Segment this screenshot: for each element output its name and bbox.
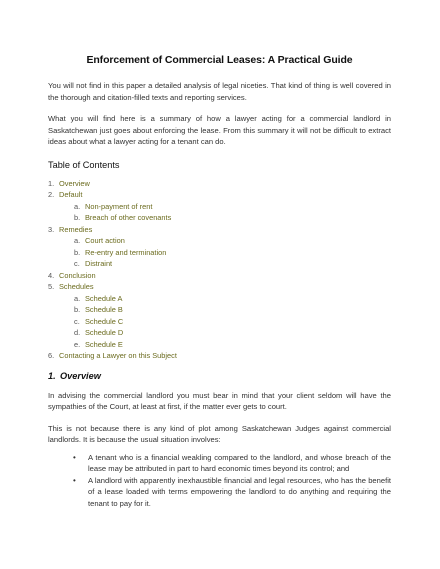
- toc-item-contacting-lawyer[interactable]: 6. Contacting a Lawyer on this Subject: [48, 351, 177, 360]
- toc-subitem[interactable]: a. Schedule A: [74, 293, 123, 303]
- toc-subitem[interactable]: b. Schedule B: [74, 305, 123, 314]
- toc-link[interactable]: Schedule D: [85, 328, 124, 337]
- intro-paragraph-2: What you will find here is a summary of how a lawyer acting for a commercial landlord in Saskatchewan just goes about enforcing the lease. From this summary it will not be difficult to extract ideas about what a lawyer acting for a tenant can do.: [48, 114, 391, 146]
- overview-paragraph-2: This is not because there is any kind of plot among Saskatchewan Judges against commercial landlords. It is because the usual situation involves:: [48, 423, 391, 444]
- toc-link[interactable]: Schedule C: [85, 316, 124, 326]
- toc-item-remedies[interactable]: 3. Remedies: [48, 224, 93, 234]
- toc-link[interactable]: Overview: [59, 178, 90, 188]
- toc-item-schedules[interactable]: 5. Schedules: [48, 282, 94, 291]
- bullet-icon: •: [73, 452, 76, 462]
- document-title: Enforcement of Commercial Leases: A Practical Guide: [86, 54, 353, 66]
- toc-subitem[interactable]: d. Schedule D: [74, 328, 124, 337]
- list-item: • A landlord with apparently inexhaustible financial and legal resources, who has the benefit of a lease loaded with terms empowering the landlord to do anything and requiring the tenant to pay for it.: [73, 475, 391, 508]
- bullet-icon: •: [73, 475, 76, 485]
- toc-subitem[interactable]: b. Re-entry and termination: [74, 247, 167, 257]
- toc-link[interactable]: Court action: [85, 236, 125, 245]
- toc-link[interactable]: Schedule B: [85, 305, 123, 314]
- toc-subitem[interactable]: a. Court action: [74, 236, 125, 245]
- toc-subitem[interactable]: a. Non-payment of rent: [74, 201, 153, 211]
- toc-link[interactable]: Default: [59, 190, 83, 199]
- toc-link[interactable]: Contacting a Lawyer on this Subject: [59, 351, 177, 360]
- toc-link[interactable]: Conclusion: [59, 270, 96, 280]
- section-heading-overview: 1. Overview: [48, 370, 101, 381]
- toc-subitem[interactable]: b. Breach of other covenants: [74, 213, 172, 222]
- toc-link[interactable]: Breach of other covenants: [85, 213, 172, 222]
- toc-item-overview[interactable]: 1. Overview: [48, 178, 90, 188]
- overview-bullet-list: [48, 452, 391, 510]
- toc-subitem[interactable]: c. Distraint: [74, 259, 113, 268]
- table-of-contents: [48, 178, 391, 362]
- toc-link[interactable]: Schedules: [59, 282, 94, 291]
- toc-subitem[interactable]: e. Schedule E: [74, 339, 123, 349]
- overview-paragraph-1: In advising the commercial landlord you must bear in mind that your client seldom will have the sympathies of the Court, at least at first, if the matter ever gets to court.: [48, 390, 391, 411]
- toc-heading: Table of Contents: [48, 159, 120, 170]
- toc-link[interactable]: Re-entry and termination: [85, 247, 167, 257]
- toc-subitem[interactable]: c. Schedule C: [74, 316, 124, 326]
- intro-paragraph-1: You will not find in this paper a detailed analysis of legal niceties. That kind of thing is well covered in the thorough and citation-filled texts and reporting services.: [48, 81, 391, 102]
- toc-link[interactable]: Remedies: [59, 224, 93, 234]
- toc-link[interactable]: Distraint: [85, 259, 113, 268]
- toc-item-default[interactable]: 2. Default: [48, 190, 83, 199]
- toc-item-conclusion[interactable]: 4. Conclusion: [48, 270, 96, 280]
- toc-link[interactable]: Schedule A: [85, 293, 123, 303]
- toc-link[interactable]: Non-payment of rent: [85, 201, 153, 211]
- toc-link[interactable]: Schedule E: [85, 339, 123, 349]
- list-item: • A tenant who is a financial weakling compared to the landlord, and whose breach of the lease may be attributed in part to hard economic times beyond its control; and: [73, 452, 391, 473]
